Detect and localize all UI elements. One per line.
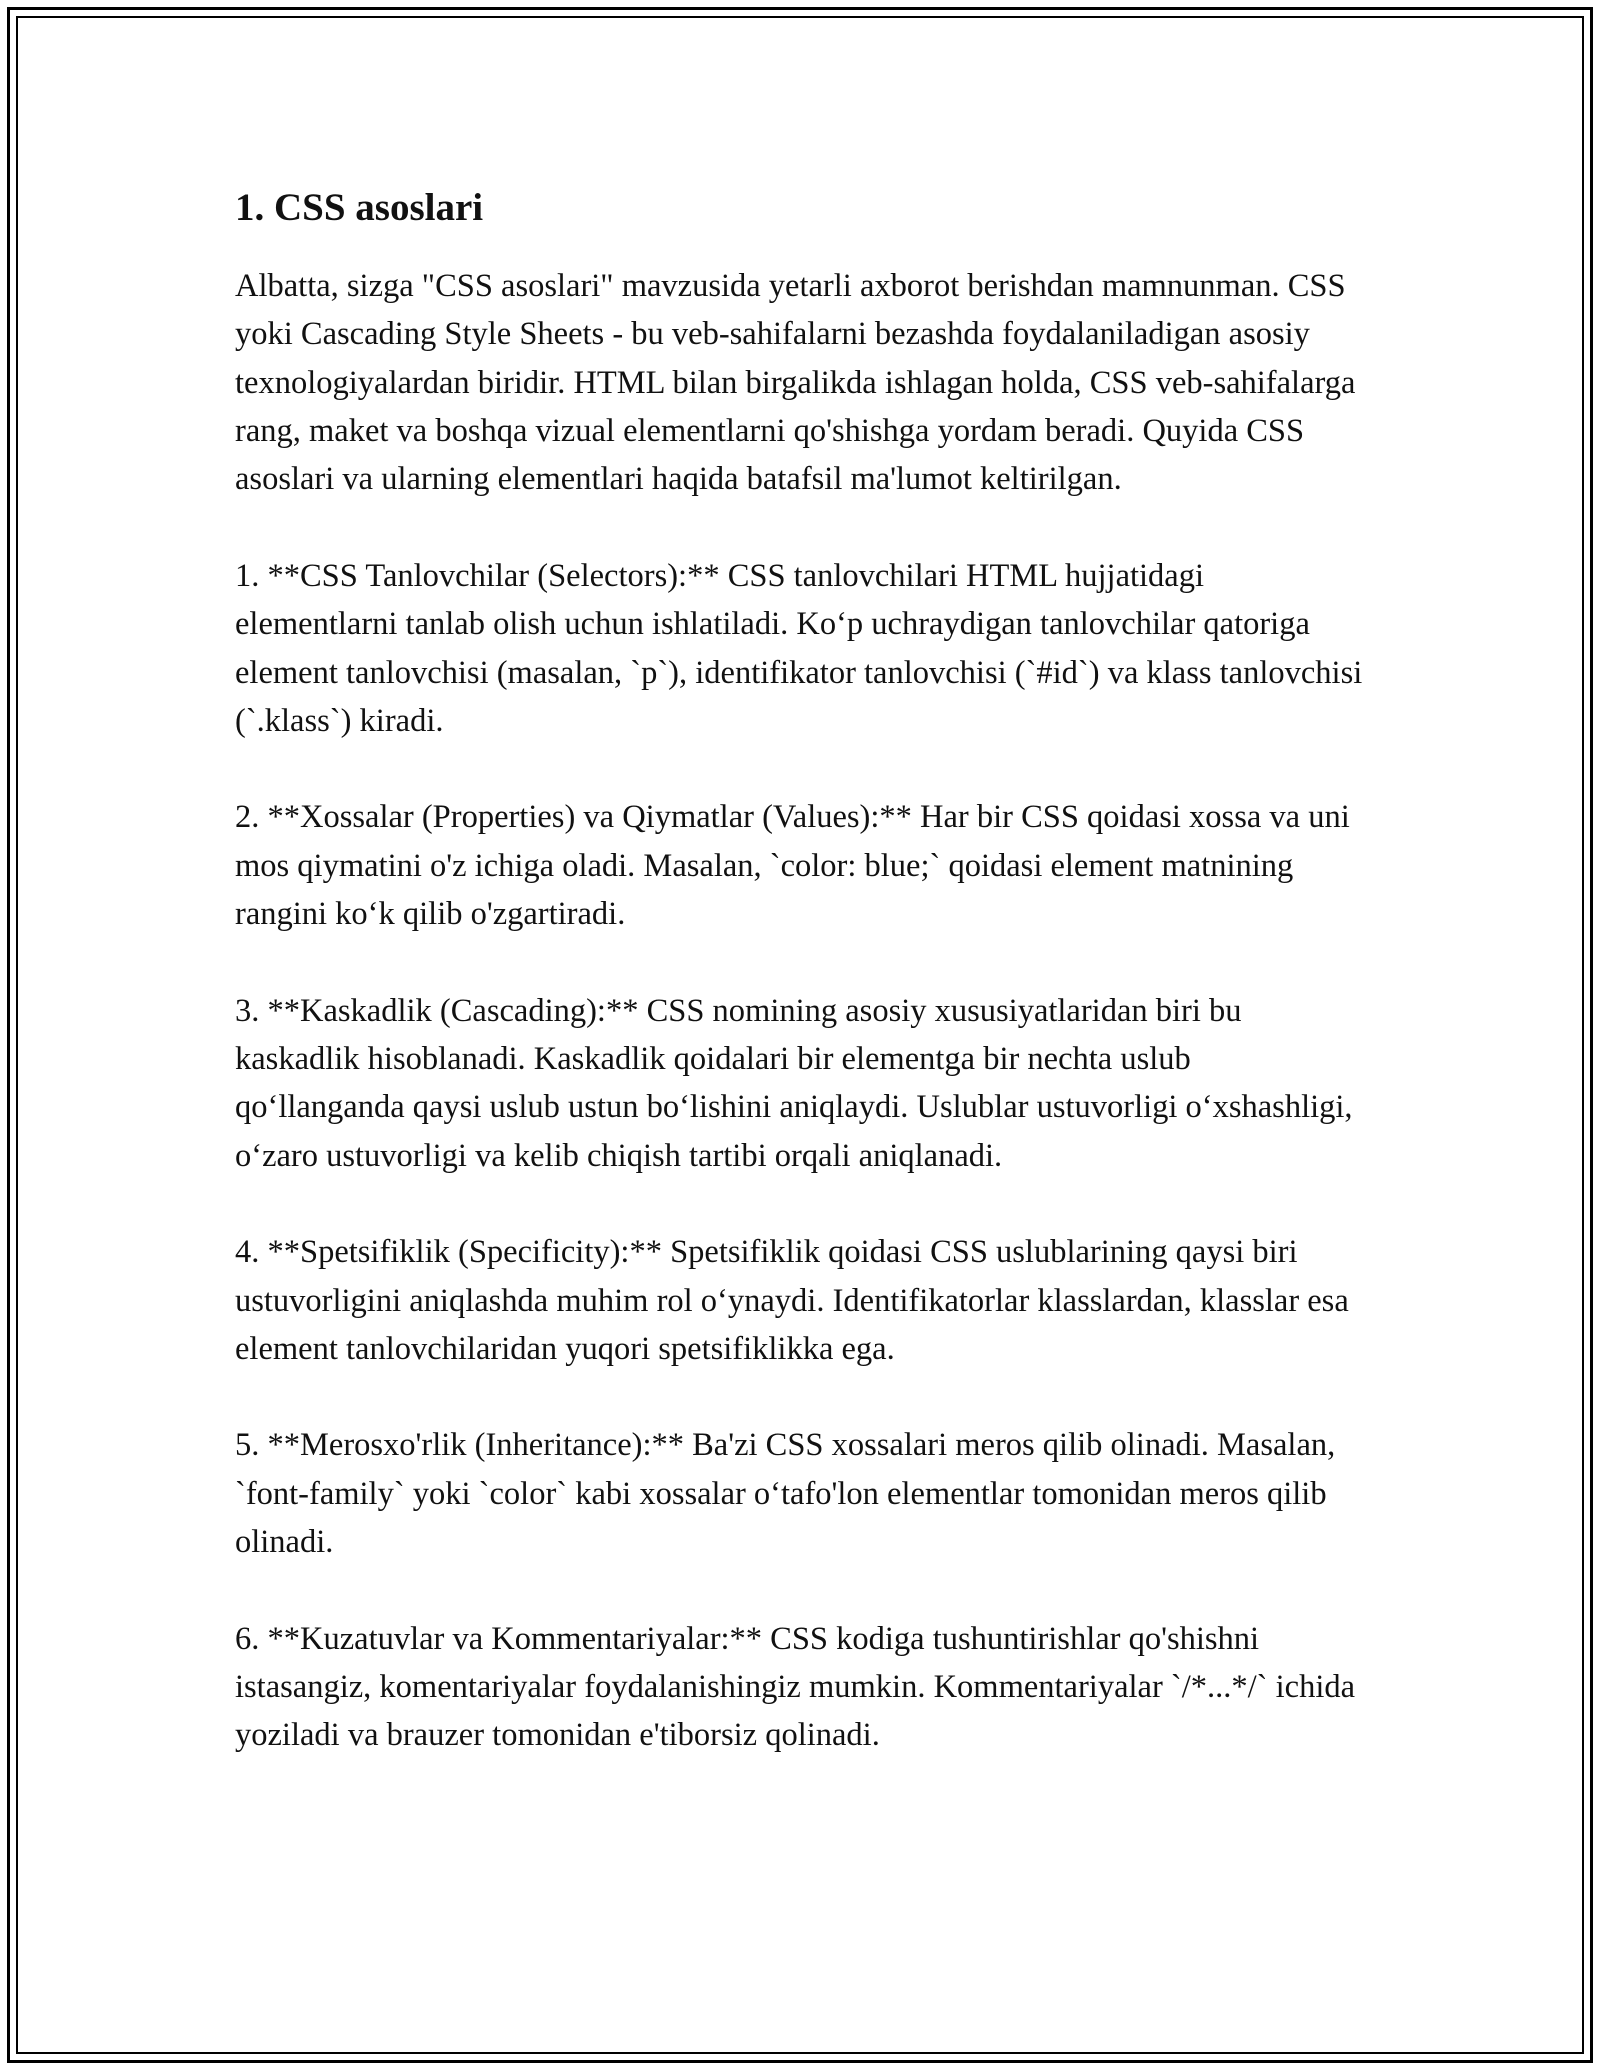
paragraph-specificity: 4. **Spetsifiklik (Specificity):** Spetsifiklik qoidasi CSS uslublarining qaysi biri ustuvorligini aniqlashda muhim rol o‘ynaydi. Identifikatorlar klasslardan, klasslar esa element tanlovchilaridan yuqori spetsifiklikka ega. (235, 1234, 1349, 1367)
paragraph-cascading: 3. **Kaskadlik (Cascading):** CSS nomining asosiy xususiyatlaridan biri bu kaskadlik hisoblanadi. Kaskadlik qoidalari bir elementga bir nechta uslub qo‘llanganda qaysi uslub ustun bo‘lishini aniqlaydi. Uslublar ustuvorligi o‘xshashligi, o‘zaro ustuvorligi va kelib chiqish tartibi orqali aniqlanadi. (235, 992, 1353, 1174)
document-body (235, 183, 1365, 1808)
page-title: 1. CSS asoslari (235, 186, 484, 229)
intro-paragraph: Albatta, sizga "CSS asoslari" mavzusida yetarli axborot berishdan mamnunman. CSS yoki Cascading Style Sheets - bu veb-sahifalarni bezashda foydalaniladigan asosiy texnologiyalardan biridir. HTML bilan birgalikda ishlagan holda, CSS veb-sahifalarga rang, maket va boshqa vizual elementlarni qo'shishga yordam beradi. Quyida CSS asoslari va ularning elementlari haqida batafsil ma'lumot keltirilgan. (235, 267, 1356, 498)
paragraph-properties-values: 2. **Xossalar (Properties) va Qiymatlar (Values):** Har bir CSS qoidasi xossa va uni mos qiymatini o'z ichiga oladi. Masalan, `color: blue;` qoidasi element matnining rangini ko‘k qilib o'zgartiradi. (235, 799, 1350, 933)
paragraph-selectors: 1. **CSS Tanlovchilar (Selectors):** CSS tanlovchilari HTML hujjatidagi elementlarni tanlab olish uchun ishlatiladi. Ko‘p uchraydigan tanlovchilar qatoriga element tanlovchisi (masalan, `p`), identifikator tanlovchisi (`#id`) va klass tanlovchisi (`.klass`) kiradi. (235, 557, 1363, 739)
paragraph-comments: 6. **Kuzatuvlar va Kommentariyalar:** CSS kodiga tushuntirishlar qo'shishni istasangiz, komentariyalar foydalanishingiz mumkin. Kommentariyalar `/*...*/` ichida yoziladi va brauzer tomonidan e'tiborsiz qolinadi. (235, 1620, 1356, 1754)
paragraph-inheritance: 5. **Merosxo'rlik (Inheritance):** Ba'zi CSS xossalari meros qilib olinadi. Masalan, `font-family` yoki `color` kabi xossalar o‘tafo'lon elementlar tomonidan meros qilib olinadi. (235, 1427, 1336, 1561)
